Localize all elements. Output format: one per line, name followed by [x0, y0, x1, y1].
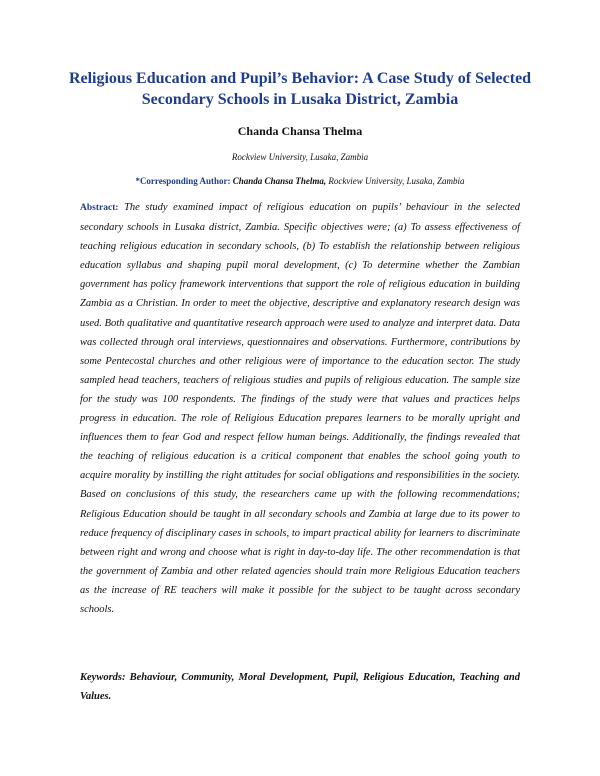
abstract [80, 198, 520, 619]
paper-title: Religious Education and Pupil’s Behavior: A Case Study of Selected Secondary Schools in Lusaka District, Zambia [68, 70, 532, 108]
corresponding-author [0, 175, 600, 187]
corresponding-author-label: *Corresponding Author: [135, 176, 231, 186]
abstract-text: The study examined impact of religious education on pupils’ behaviour in the selected secondary schools in Lusaka district, Zambia. Specific objectives were; (a) To assess effectiveness of teaching religious education in secondary schools, (b) To establish the relationship between religious education syllabus and shaping pupil moral development, (c) To determine whether the Zambian government has policy framework interventions that support the role of religious education in building Zambia as a Christian. In order to meet the objective, descriptive and explanatory research design was used. Both qualitative and quantitative research approach were used to analyze and interpret data. Data was collected through oral interviews, questionnaires and observations. Furthermore, contributions by some Pentecostal churches and other religious were of importance to the education sector. The study sampled head teachers, teachers of religious studies and pupils of religious education. The sample size for the study was 100 respondents. The findings of the study were that values and practices helps progress in education. The role of Religious Education prepares learners to be morally upright and influences them to fear God and respect fellow human beings. Additionally, the findings revealed that the teaching of religious education is a critical component that enables the school going youth to acquire morality by instilling the right attitudes for social obligations and responsibilities in the society. Based on conclusions of this study, the researchers came up with the following recommendations; Religious Education should be taught in all secondary schools and Zambia at large due to its power to reduce frequency of disciplinary cases in schools, to impart practical ability for learners to discriminate between right and wrong and choose what is right in day-to-day life. The other recommendation is that the government of Zambia and other related agencies should train more Religious Education teachers as the increase of RE teachers will make it possible for the subject to be taught across secondary schools. [80, 202, 521, 615]
keywords: Keywords: Behaviour, Community, Moral Development, Pupil, Religious Education, Teaching and Values. [80, 672, 520, 702]
abstract-label: Abstract: [80, 203, 119, 213]
author-name: Chanda Chansa Thelma [237, 124, 363, 138]
corresponding-author-org: Rockview University, Lusaka, Zambia [328, 176, 465, 186]
author-affiliation: Rockview University, Lusaka, Zambia [231, 152, 369, 162]
corresponding-author-name: Chanda Chansa Thelma, [232, 176, 327, 186]
